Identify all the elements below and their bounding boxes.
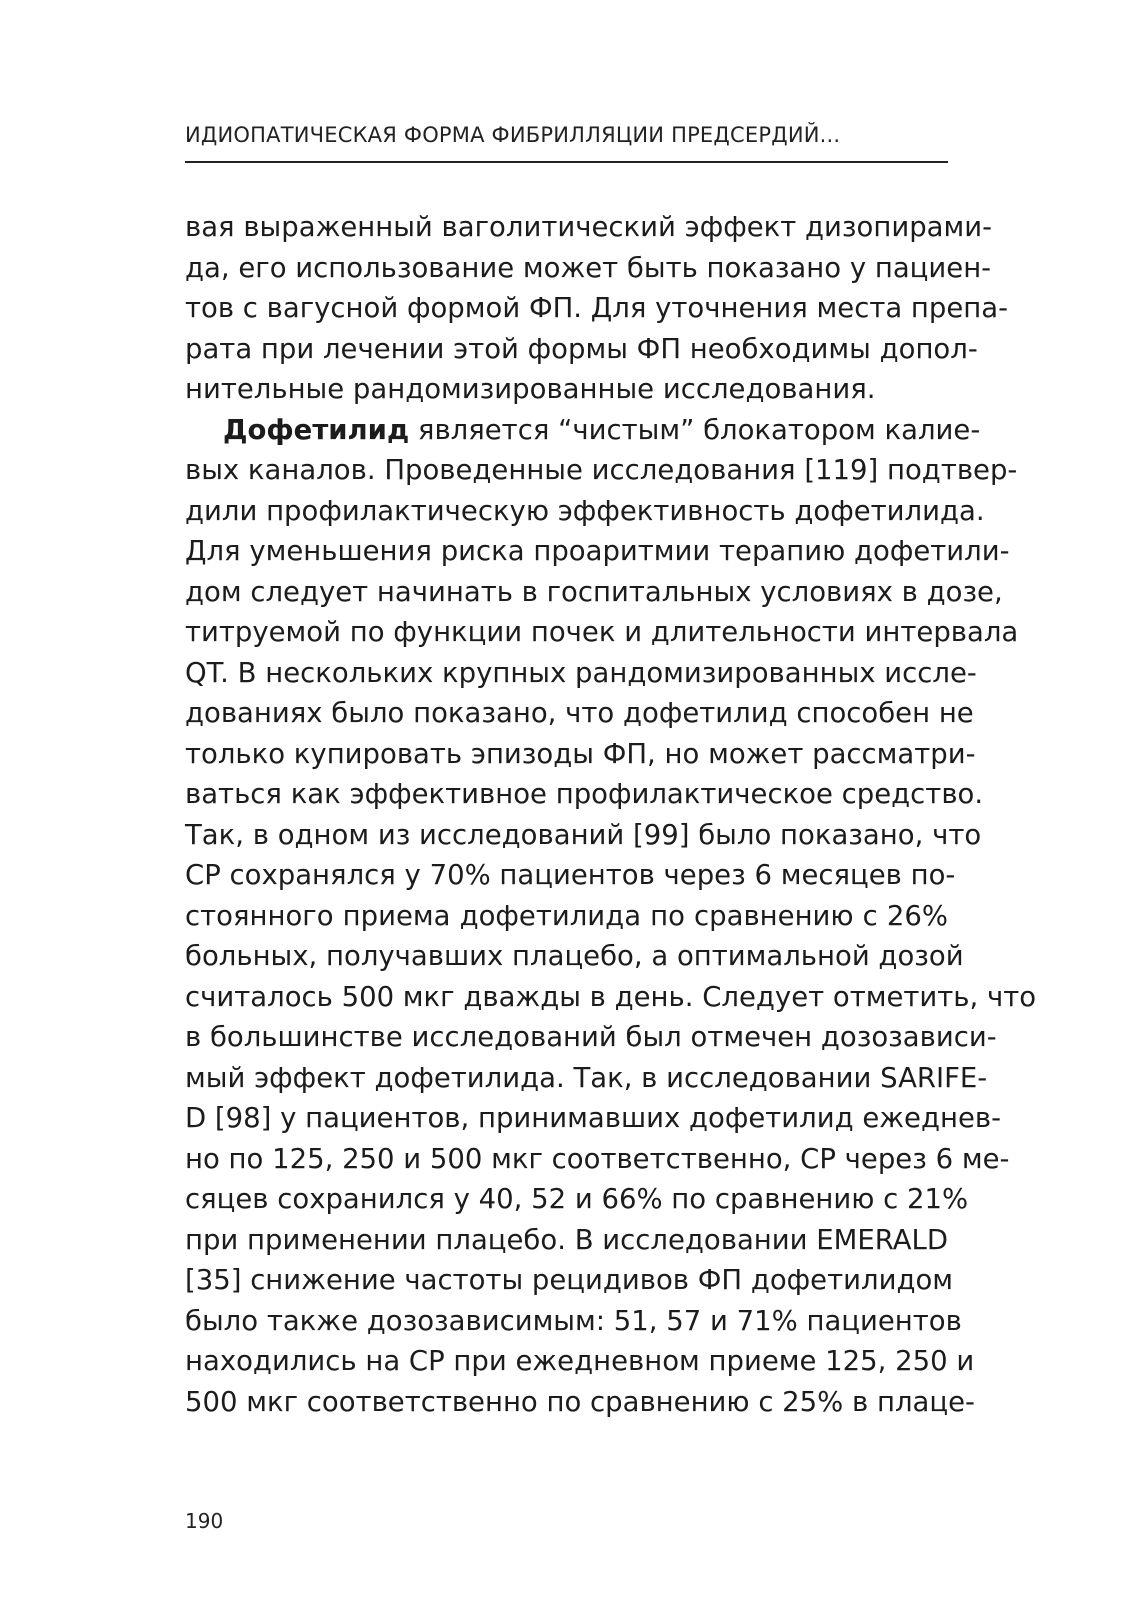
text-line: но по 125, 250 и 500 мкг соответственно, СР через 6 ме-	[185, 1142, 1010, 1175]
text-line: D [98] у пациентов, принимавших дофетилид ежеднев-	[185, 1102, 1002, 1134]
text-line: дованиях было показано, что дофетилид способен не	[185, 697, 974, 729]
text-line: при применении плацебо. В исследовании EMERALD	[185, 1223, 949, 1256]
body-text	[185, 207, 1037, 1422]
text-line: Для уменьшения риска проаритмии терапию дофетили-	[185, 535, 1010, 567]
text-line-rest: является “чистым” блокатором калие-	[409, 413, 981, 446]
text-line: [35] снижение частоты рецидивов ФП дофетилидом	[185, 1264, 954, 1296]
text-line: стоянного приема дофетилида по сравнению с 26%	[185, 899, 948, 932]
text-line: в большинстве исследований был отмечен дозозависи-	[185, 1021, 997, 1053]
page-number: 190	[185, 1509, 224, 1533]
text-line: вых каналов. Проведенные исследования [119] подтвер-	[185, 454, 1018, 486]
text-line: ваться как эффективное профилактическое средство.	[185, 778, 984, 810]
text-line: находились на СР при ежедневном приеме 125, 250 и	[185, 1345, 975, 1377]
text-line: больных, получавших плацебо, а оптимальной дозой	[185, 940, 964, 972]
paragraph-1	[185, 207, 1009, 410]
text-line: считалось 500 мкг дважды в день. Следует отметить, что	[185, 980, 1037, 1013]
text-line: 500 мкг соответственно по сравнению с 25% в плаце-	[185, 1385, 975, 1418]
text-line: дили профилактическую эффективность дофетилида.	[185, 494, 985, 527]
text-line: мый эффект дофетилида. Так, в исследовании SARIFE-	[185, 1061, 988, 1094]
bold-term: Дофетилид	[223, 413, 410, 446]
running-head: ИДИОПАТИЧЕСКАЯ ФОРМА ФИБРИЛЛЯЦИИ ПРЕДСЕРДИЙ...	[185, 123, 841, 147]
text-line-first	[185, 410, 981, 451]
text-line: было также дозозависимым: 51, 57 и 71% пациентов	[185, 1304, 962, 1337]
text-line: титруемой по функции почек и длительности интервала	[185, 616, 1019, 648]
text-line: вая выраженный ваголитический эффект дизопирами-	[185, 211, 993, 243]
text-line: сяцев сохранился у 40, 52 и 66% по сравнению с 21%	[185, 1183, 969, 1215]
text-line: QT. В нескольких крупных рандомизированных иссле-	[185, 656, 977, 689]
text-line: нительные рандомизированные исследования.	[185, 373, 876, 405]
text-line: СР сохранялся у 70% пациентов через 6 месяцев по-	[185, 859, 956, 891]
text-line: только купировать эпизоды ФП, но может рассматри-	[185, 737, 976, 770]
text-line: да, его использование может быть показано у пациен-	[185, 251, 992, 284]
text-line: дом следует начинать в госпитальных условиях в дозе,	[185, 575, 1003, 608]
header-rule	[185, 161, 948, 163]
text-line: рата при лечении этой формы ФП необходимы допол-	[185, 332, 978, 365]
text-line: Так, в одном из исследований [99] было показано, что	[185, 818, 982, 851]
paragraph-2	[185, 410, 1037, 1423]
text-line: тов с вагусной формой ФП. Для уточнения места препа-	[185, 292, 1009, 324]
